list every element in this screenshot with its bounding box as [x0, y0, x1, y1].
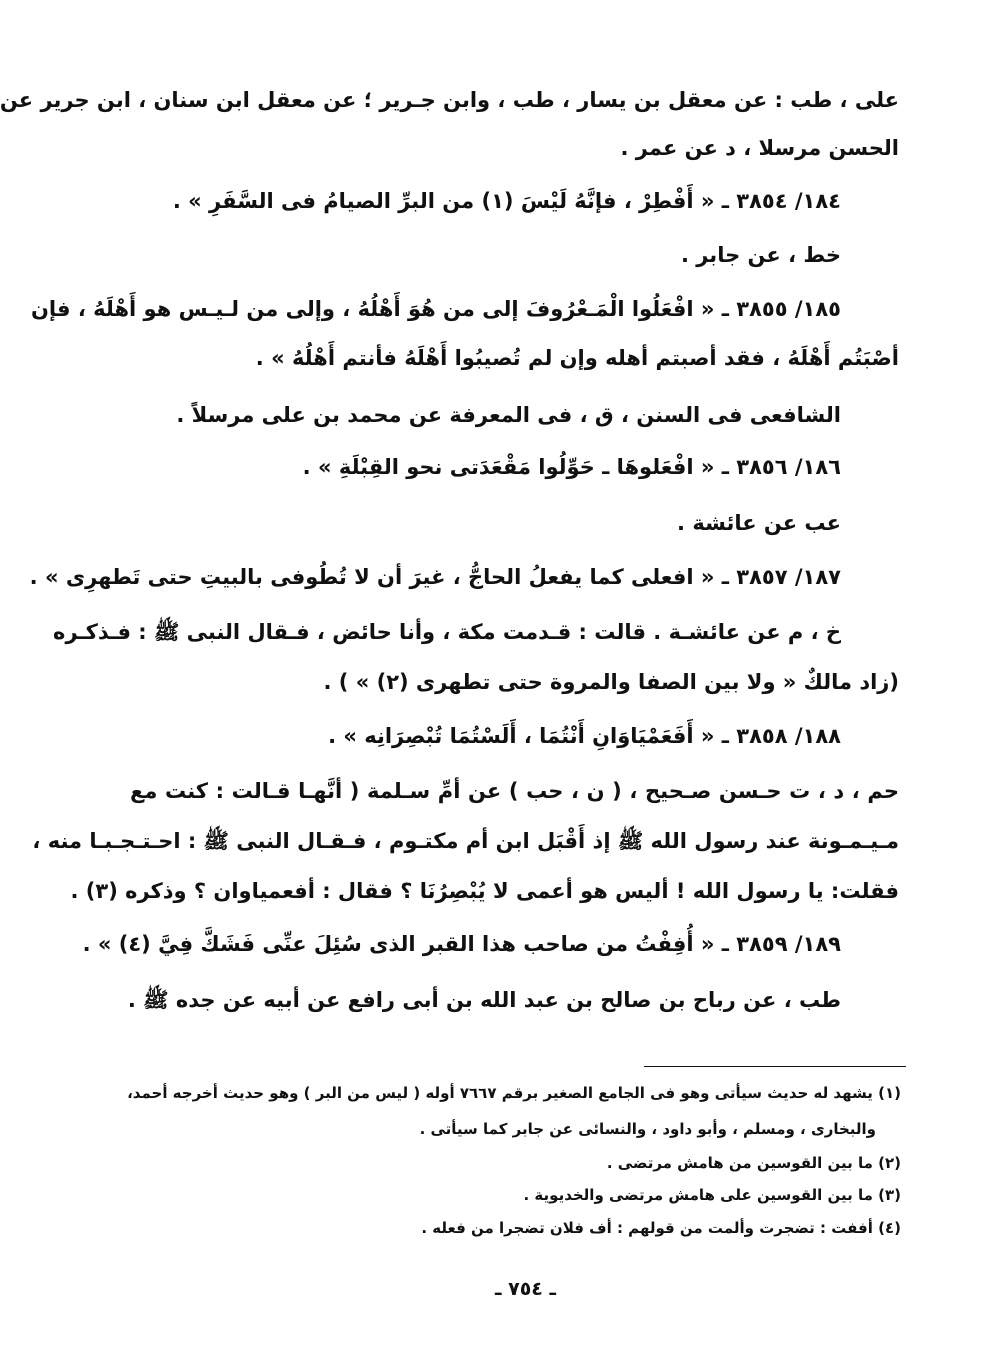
- page-number: ـ ٧٥٤ ـ: [494, 1278, 556, 1300]
- text-line-2: الحسن مرسلا ، د عن عمر .: [620, 136, 899, 160]
- hadith-187-text: ١٨٧/ ٣٨٥٧ ـ « افعلى كما يفعلُ الحاجُّ ، غيرَ أن لا تُطُوفى بالبيتِ حتى تَطهرِى » .: [29, 565, 841, 589]
- hadith-184-text: ١٨٤/ ٣٨٥٤ ـ « أَفْطِرْ ، فإنَّهُ لَيْسَ (١) من البرِّ الصيامُ فى السَّفَرِ » .: [172, 189, 841, 213]
- hadith-188-source: حم ، د ، ت حـسن صـحيح ، ( ن ، حب ) عن أمِّ سـلمة ( أنَّهـا قـالت : كنت مع: [130, 779, 899, 803]
- hadith-189-source: طب ، عن رباح بن صالح بن عبد الله بن أبى رافع عن أبيه عن جده ﷺ .: [127, 988, 841, 1012]
- footnote-1-cont: والبخارى ، ومسلم ، وأبو داود ، والنسائى عن جابر كما سيأتى .: [419, 1120, 876, 1138]
- hadith-184-source: خط ، عن جابر .: [680, 243, 841, 267]
- hadith-187-source-cont: (زاد مالكٌ « ولا بين الصفا والمروة حتى تطهرى (٢) » ) .: [323, 670, 899, 694]
- hadith-188-text: ١٨٨/ ٣٨٥٨ ـ « أَفَعَمْيَاوَانِ أَنْتُمَا ، أَلَسْتُمَا تُبْصِرَانِه » .: [328, 724, 841, 748]
- hadith-185-source: الشافعى فى السنن ، ق ، فى المعرفة عن محمد بن على مرسلاً .: [176, 403, 841, 427]
- hadith-186-text: ١٨٦/ ٣٨٥٦ ـ « افْعَلوهَا ـ حَوِّلُوا مَقْعَدَتى نحو القِبْلَةِ » .: [302, 455, 841, 479]
- footnote-1: (١) يشهد له حديث سيأتى وهو فى الجامع الصغير برقم ٧٦٦٧ أوله ( ليس من البر ) وهو حديث أخرجه أحمد،: [127, 1084, 901, 1102]
- footnote-separator: [644, 1066, 906, 1067]
- footnote-2: (٢) ما بين القوسين من هامش مرتضى .: [606, 1154, 901, 1172]
- footnote-4: (٤) أففت : تضجرت وألمت من قولهم : أف فلان تضجرا من فعله .: [421, 1219, 901, 1237]
- hadith-185-text: ١٨٥/ ٣٨٥٥ ـ « افْعَلُوا الْمَـعْرُوفَ إلى من هُوَ أَهْلُهُ ، وإلى من لـيـس هو أَهْلَهُ ، فإن: [31, 297, 841, 321]
- hadith-186-source: عب عن عائشة .: [677, 511, 841, 535]
- hadith-188-source-cont-2: فقلت: يا رسول الله ! أليس هو أعمى لا يُبْصِرُنَا ؟ فقال : أفعمياوان ؟ وذكره (٣) .: [70, 879, 899, 903]
- hadith-189-text: ١٨٩/ ٣٨٥٩ ـ « أُفِفْتُ من صاحب هذا القبر الذى سُئِلَ عنِّى فَشَكَّ فِيَّ (٤) » .: [82, 932, 841, 956]
- hadith-187-source: خ ، م عن عائشـة . قالت : قـدمت مكة ، وأنا حائض ، فـقال النبى ﷺ : فـذكـره: [53, 620, 841, 644]
- footnote-3: (٣) ما بين القوسين على هامش مرتضى والخديوية .: [523, 1186, 901, 1204]
- text-line-1: على ، طب : عن معقل بن يسار ، طب ، وابن جـرير ؛ عن معقل ابن سنان ، ابن جرير عن: [0, 88, 899, 112]
- hadith-188-source-cont-1: مـيـمـونة عند رسول الله ﷺ إذ أَقْبَل ابن أم مكتـوم ، فـقـال النبى ﷺ : احـتـجـبـا منه ،: [32, 829, 899, 853]
- hadith-185-text-cont: أصْبَتُم أَهْلَهُ ، فقد أصبتم أهله وإن لم تُصيبُوا أَهْلَهُ فأنتم أَهْلُهُ » .: [255, 346, 899, 370]
